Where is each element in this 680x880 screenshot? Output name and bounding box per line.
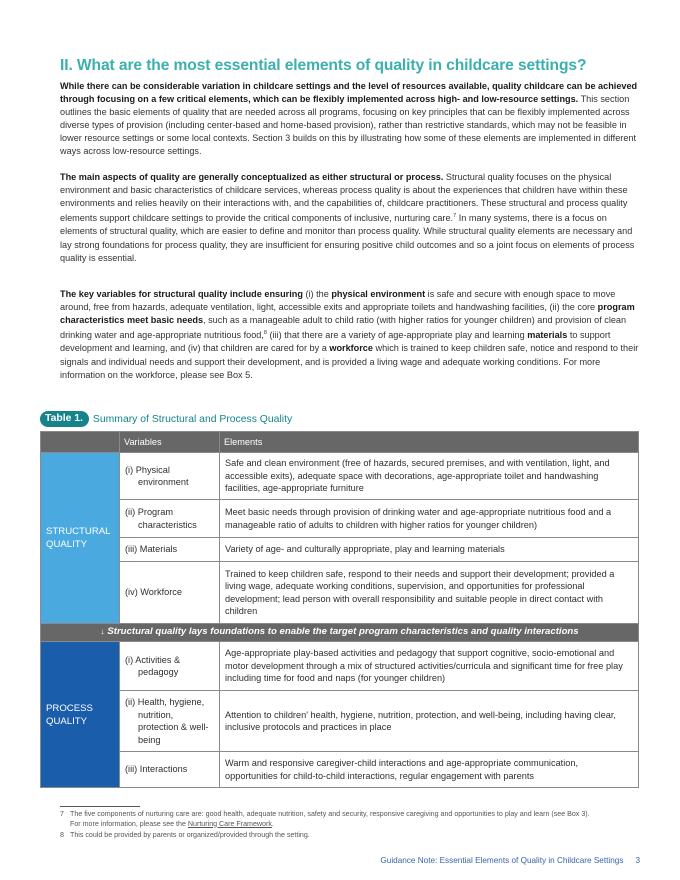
header-elements: Elements <box>220 432 639 453</box>
quality-summary-table <box>40 431 639 788</box>
footnote-ref-7[interactable]: 7 <box>453 213 457 220</box>
nurturing-care-framework-link[interactable]: Nurturing Care Framework <box>187 819 272 828</box>
header-variables: Variables <box>120 432 220 453</box>
key-variables-text-5: to support development and learning, and (iv) that children are cared for by a <box>60 330 611 354</box>
page-number: 3 <box>635 856 640 865</box>
table-title: Summary of Structural and Process Quality <box>92 413 293 425</box>
variable-workforce: (iv) Workforce <box>125 587 182 598</box>
footnote-7 <box>60 810 630 829</box>
banner-row <box>41 624 639 642</box>
key-variables-text-2: is safe and secure with enough space to move around, free from hazards, adequate ventilation, light, accessible exits and appropriate toilets and handwashing facilities, (ii) the core <box>60 289 616 313</box>
footnote-7-text: The five components of nurturing care are: good health, adequate nutrition, safety and security, responsive caregiving and opportunities to play and learn (see Box 3). <box>70 810 590 818</box>
footnote-7-continuation <box>60 820 630 830</box>
key-variables-text-3: , such as a manageable adult to child ratio (with higher ratios for younger children) and provision of clean drinking water and age-appropriate nutritious food, <box>60 315 627 341</box>
elements-cell: Safe and clean environment (free of hazards, secured premises, and with ventilation, light, and accessible exits), adequate space with decorations, age-appropriate toilet and handwashing facilities, age-appropriate furniture <box>220 453 639 500</box>
variable-cell <box>120 453 220 500</box>
arrow-down-icon: ↓ <box>100 627 105 637</box>
structural-quality-text: STRUCTURAL QUALITY <box>46 526 111 550</box>
program-characteristics-bold: program characteristics meet basic needs <box>60 302 635 326</box>
variable-cell <box>120 642 220 691</box>
elements-cell: Warm and responsive caregiver-child interactions and age-appropriate communication, opportunities for child-to-child interactions, regular engagement with parents <box>220 752 639 788</box>
table-row <box>41 453 639 500</box>
quality-aspects-text: Structural quality focuses on the physical environment and basic characteristics of childcare services, whereas process quality is about the experiences that children have within these environments and relies heavily on their interactions with, and the capabilities of, childcare practitioners. These structural and process quality elements support childcare settings to provide the critical components of inclusive, nurturing care. <box>60 172 628 224</box>
key-variables-text-6: which is trained to keep children safe, notice and respond to their signals and individual needs and support their development, and is provided a living wage and adequate working conditions. For more information on the workforce, please see Box 5. <box>60 343 639 380</box>
variable-activities-pedagogy: (i) Activities & pedagogy <box>125 654 181 677</box>
table-caption <box>40 411 292 427</box>
table-row <box>41 562 639 624</box>
intro-paragraph-text: This section outlines the basic elements of quality that are needed across all programs, focusing on key principles that can be flexibly implemented across diverse types of provision (including center-based and home-based provision), rather than restrictive standards, which may not be feasible in lower resource settings or some local contexts. Section 3 builds on this by illustrating how some of these elements are implemented in different ways across low-resource settings. <box>60 94 637 157</box>
quality-aspects-text-cont: In many systems, there is a focus on elements of structural quality, which are easier to define and monitor than process quality. While structural quality elements are necessary and lay strong foundations for process quality, they are insufficient for ensuring positive child outcomes and so a joint focus on elements of process quality is essential. <box>60 213 635 263</box>
variable-program-characteristics: (ii) Program characteristics <box>125 507 197 530</box>
workforce-bold: workforce <box>329 343 373 354</box>
foundations-banner <box>41 624 639 642</box>
intro-paragraph <box>60 80 640 159</box>
elements-cell: Trained to keep children safe, respond to their needs and support their development; provided a living wage, adequate working conditions, supervision, and opportunities for professional development; lead person with overall responsibility and suitable people in direct contact with children <box>220 562 639 624</box>
intro-paragraph-bold: While there can be considerable variation in childcare settings and the level of resources available, quality childcare can be achieved through focusing on a few critical elements, which can be flexibly implemented across high- and low-resource settings. <box>60 81 638 105</box>
footnote-7-end: . <box>271 819 274 828</box>
table-header-row <box>41 432 639 453</box>
key-variables-text-1: (i) the <box>302 289 332 299</box>
footnote-7-cont-text: For more information, please see the <box>70 819 188 828</box>
footnote-8-text: This could be provided by parents or organized/provided through the setting. <box>70 831 310 839</box>
structural-quality-label <box>41 453 120 624</box>
process-quality-text: PROCESS QUALITY <box>46 702 93 727</box>
table-row <box>41 691 639 752</box>
elements-cell: Age-appropriate play-based activities and pedagogy that support cognitive, socio-emotional and motor development through a mix of structured activities/curricula and significant time for free play including time for food and naps (for younger children) <box>220 642 639 691</box>
quality-aspects-bold: The main aspects of quality are generally conceptualized as either structural or process. <box>60 172 444 182</box>
page-footer <box>380 856 640 865</box>
physical-environment-bold: physical environment <box>331 289 426 299</box>
elements-cell: Variety of age- and culturally appropriate, play and learning materials <box>220 538 639 562</box>
variable-cell <box>120 752 220 788</box>
variable-cell <box>120 562 220 624</box>
elements-cell: Attention to children' health, hygiene, nutrition, protection, and well-being, including having clear, inclusive protocols and practices in place <box>220 691 639 752</box>
table-row <box>41 500 639 538</box>
quality-aspects-paragraph <box>60 171 640 265</box>
footnote-8-number: 8 <box>60 831 64 839</box>
footer-title: Guidance Note: Essential Elements of Quality in Childcare Settings <box>380 856 624 865</box>
variable-cell <box>120 691 220 752</box>
variable-cell <box>120 500 220 538</box>
elements-cell: Meet basic needs through provision of drinking water and age-appropriate nutritious food and a manageable ratio of adults to children with higher ratios for younger children) <box>220 500 639 538</box>
key-variables-paragraph <box>60 288 640 382</box>
variable-interactions: (iii) Interactions <box>125 764 188 775</box>
banner-text: Structural quality lays foundations to enable the target program characteristics and quality interactions <box>107 626 579 638</box>
variable-health-hygiene: (ii) Health, hygiene, nutrition, protection & well-being <box>125 697 209 745</box>
variable-physical-environment: (i) Physical environment <box>125 464 189 487</box>
table-number-badge: Table 1. <box>40 411 89 427</box>
variable-materials: (iii) Materials <box>125 544 178 555</box>
header-blank-cell <box>41 432 120 453</box>
variable-cell <box>120 538 220 562</box>
table-row <box>41 642 639 691</box>
process-quality-label <box>41 642 120 788</box>
materials-bold: materials <box>527 330 568 341</box>
footnote-7-number: 7 <box>60 810 64 818</box>
key-variables-bold: The key variables for structural quality include ensuring <box>60 289 303 299</box>
key-variables-text-4: (iii) that there are a variety of age-appropriate play and learning <box>266 330 528 341</box>
table-row <box>41 752 639 788</box>
section-heading: II. What are the most essential elements of quality in childcare settings? <box>60 57 587 74</box>
table-row <box>41 538 639 562</box>
footnote-8 <box>60 831 630 841</box>
footnote-ref-8[interactable]: 8 <box>263 330 267 337</box>
footnote-divider <box>60 806 140 807</box>
